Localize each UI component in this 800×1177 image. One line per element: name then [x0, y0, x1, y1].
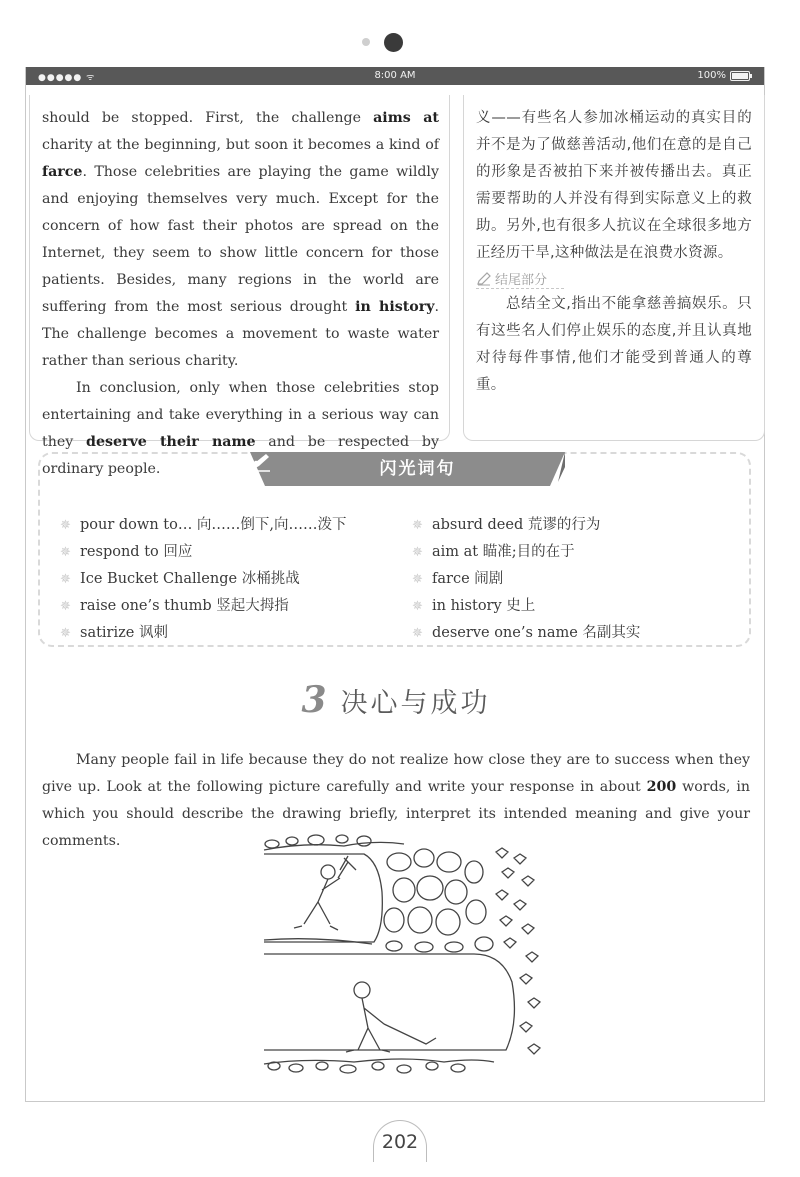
- star-bullet-icon: ✵: [412, 545, 423, 560]
- sensor-dot: [362, 38, 370, 46]
- vocabulary-title: 闪光词句: [379, 459, 456, 479]
- vocabulary-box: [38, 452, 751, 647]
- star-bullet-icon: ✵: [60, 572, 71, 587]
- status-bar: [26, 67, 764, 85]
- page-number: 202: [373, 1120, 427, 1162]
- star-bullet-icon: ✵: [60, 599, 71, 614]
- vocab-text: absurd deed 荒谬的行为: [432, 517, 601, 533]
- vocab-item: [412, 620, 640, 647]
- bold-phrase: in history: [355, 299, 435, 315]
- vocab-text: deserve one’s name 名副其实: [432, 625, 641, 641]
- bold-phrase: deserve their name: [86, 434, 256, 450]
- star-bullet-icon: ✵: [60, 518, 71, 533]
- text-run: In conclusion, only when those celebrities stop entertaining and take everything in a serious way can they: [42, 380, 439, 450]
- text-run: should be stopped. First, the challenge: [42, 110, 374, 126]
- text-run: . The challenge becomes a movement to waste water rather than serious charity.: [42, 299, 440, 369]
- bold-phrase: 200: [646, 779, 677, 795]
- star-bullet-icon: ✵: [412, 518, 423, 533]
- section-heading: [26, 679, 766, 721]
- section-number: 3: [301, 679, 327, 721]
- star-bullet-icon: ✵: [60, 545, 71, 560]
- bold-phrase: aims at: [373, 110, 439, 126]
- vocab-item: [412, 512, 640, 539]
- battery-status: [697, 70, 750, 81]
- star-bullet-icon: ✵: [412, 626, 423, 641]
- vocabulary-banner: [250, 452, 565, 488]
- ending-section-tag: [476, 269, 564, 289]
- text-run: and be respected by ordinary people.: [42, 434, 440, 477]
- vocab-text: Ice Bucket Challenge 冰桶挑战: [80, 571, 300, 587]
- vocab-text: satirize 讽刺: [80, 625, 168, 641]
- signal-wifi-indicator: ●●●●● ᯤ: [38, 73, 96, 83]
- vocab-item: [412, 593, 640, 620]
- vocab-text: in history 史上: [432, 598, 536, 614]
- vocab-list-right: [412, 512, 640, 647]
- text-run: charity at the beginning, but soon it becomes a kind of: [42, 137, 439, 153]
- vocab-text: respond to 回应: [80, 544, 193, 560]
- section-tag-label: 结尾部分: [495, 273, 548, 288]
- gem-tunnel-cartoon: [244, 832, 549, 1078]
- vocab-text: raise one’s thumb 竖起大拇指: [80, 598, 289, 614]
- vocab-text: aim at 瞄准;目的在于: [432, 544, 575, 560]
- device-camera: [0, 33, 800, 53]
- vocab-item: [60, 620, 347, 647]
- pencil-icon: [476, 272, 492, 286]
- star-bullet-icon: ✵: [412, 572, 423, 587]
- vocab-text: pour down to… 向……倒下,向……泼下: [80, 517, 347, 533]
- vocab-item: [60, 566, 347, 593]
- vocab-item: [60, 539, 347, 566]
- vocab-item: [60, 512, 347, 539]
- vocab-text: farce 闹剧: [432, 571, 504, 587]
- battery-icon: [730, 71, 750, 81]
- text-run: . Those celebrities are playing the game wildly and enjoying themselves very much. Except for the concern of how fast their photos are spread on the Internet, they seem to show little concern for those patients. Besides, many regions in the world are suffering from the most serious drought: [42, 164, 439, 315]
- battery-percent: 100%: [697, 70, 726, 81]
- text-run: Many people fail in life because they do not realize how close they are to success when they give up. Look at the following picture carefully and write your response in about: [42, 752, 750, 795]
- analysis-paragraph: 义——有些名人参加冰桶运动的真实目的并不是为了做慈善活动,他们在意的是自己的形象是否被拍下来并被传播出去。真正需要帮助的人并没有得到实际意义上的救助。另外,也有很多人抗议在全球很多地方正经历干旱,这种做法是在浪费水资源。: [476, 110, 752, 261]
- text-run: words, in which you should describe the drawing briefly, interpret its intended meaning and give your comments.: [42, 779, 750, 849]
- vocab-item: [60, 593, 347, 620]
- vocab-list-left: [60, 512, 347, 647]
- chinese-analysis-column: [463, 95, 765, 441]
- star-bullet-icon: ✵: [412, 599, 423, 614]
- vocab-item: [412, 566, 640, 593]
- summary-paragraph: 总结全文,指出不能拿慈善搞娱乐。只有这些名人们停止娱乐的态度,并且认真地对待每件事情,他们才能受到普通人的尊重。: [476, 296, 752, 393]
- star-bullet-icon: ✵: [60, 626, 71, 641]
- camera-lens: [384, 33, 403, 52]
- essay-paragraph: [42, 105, 439, 375]
- bold-phrase: farce: [42, 164, 83, 180]
- section-title: 决心与成功: [340, 688, 491, 719]
- clock: 8:00 AM: [374, 70, 416, 81]
- vocab-item: [412, 539, 640, 566]
- device-screen: [25, 67, 765, 1102]
